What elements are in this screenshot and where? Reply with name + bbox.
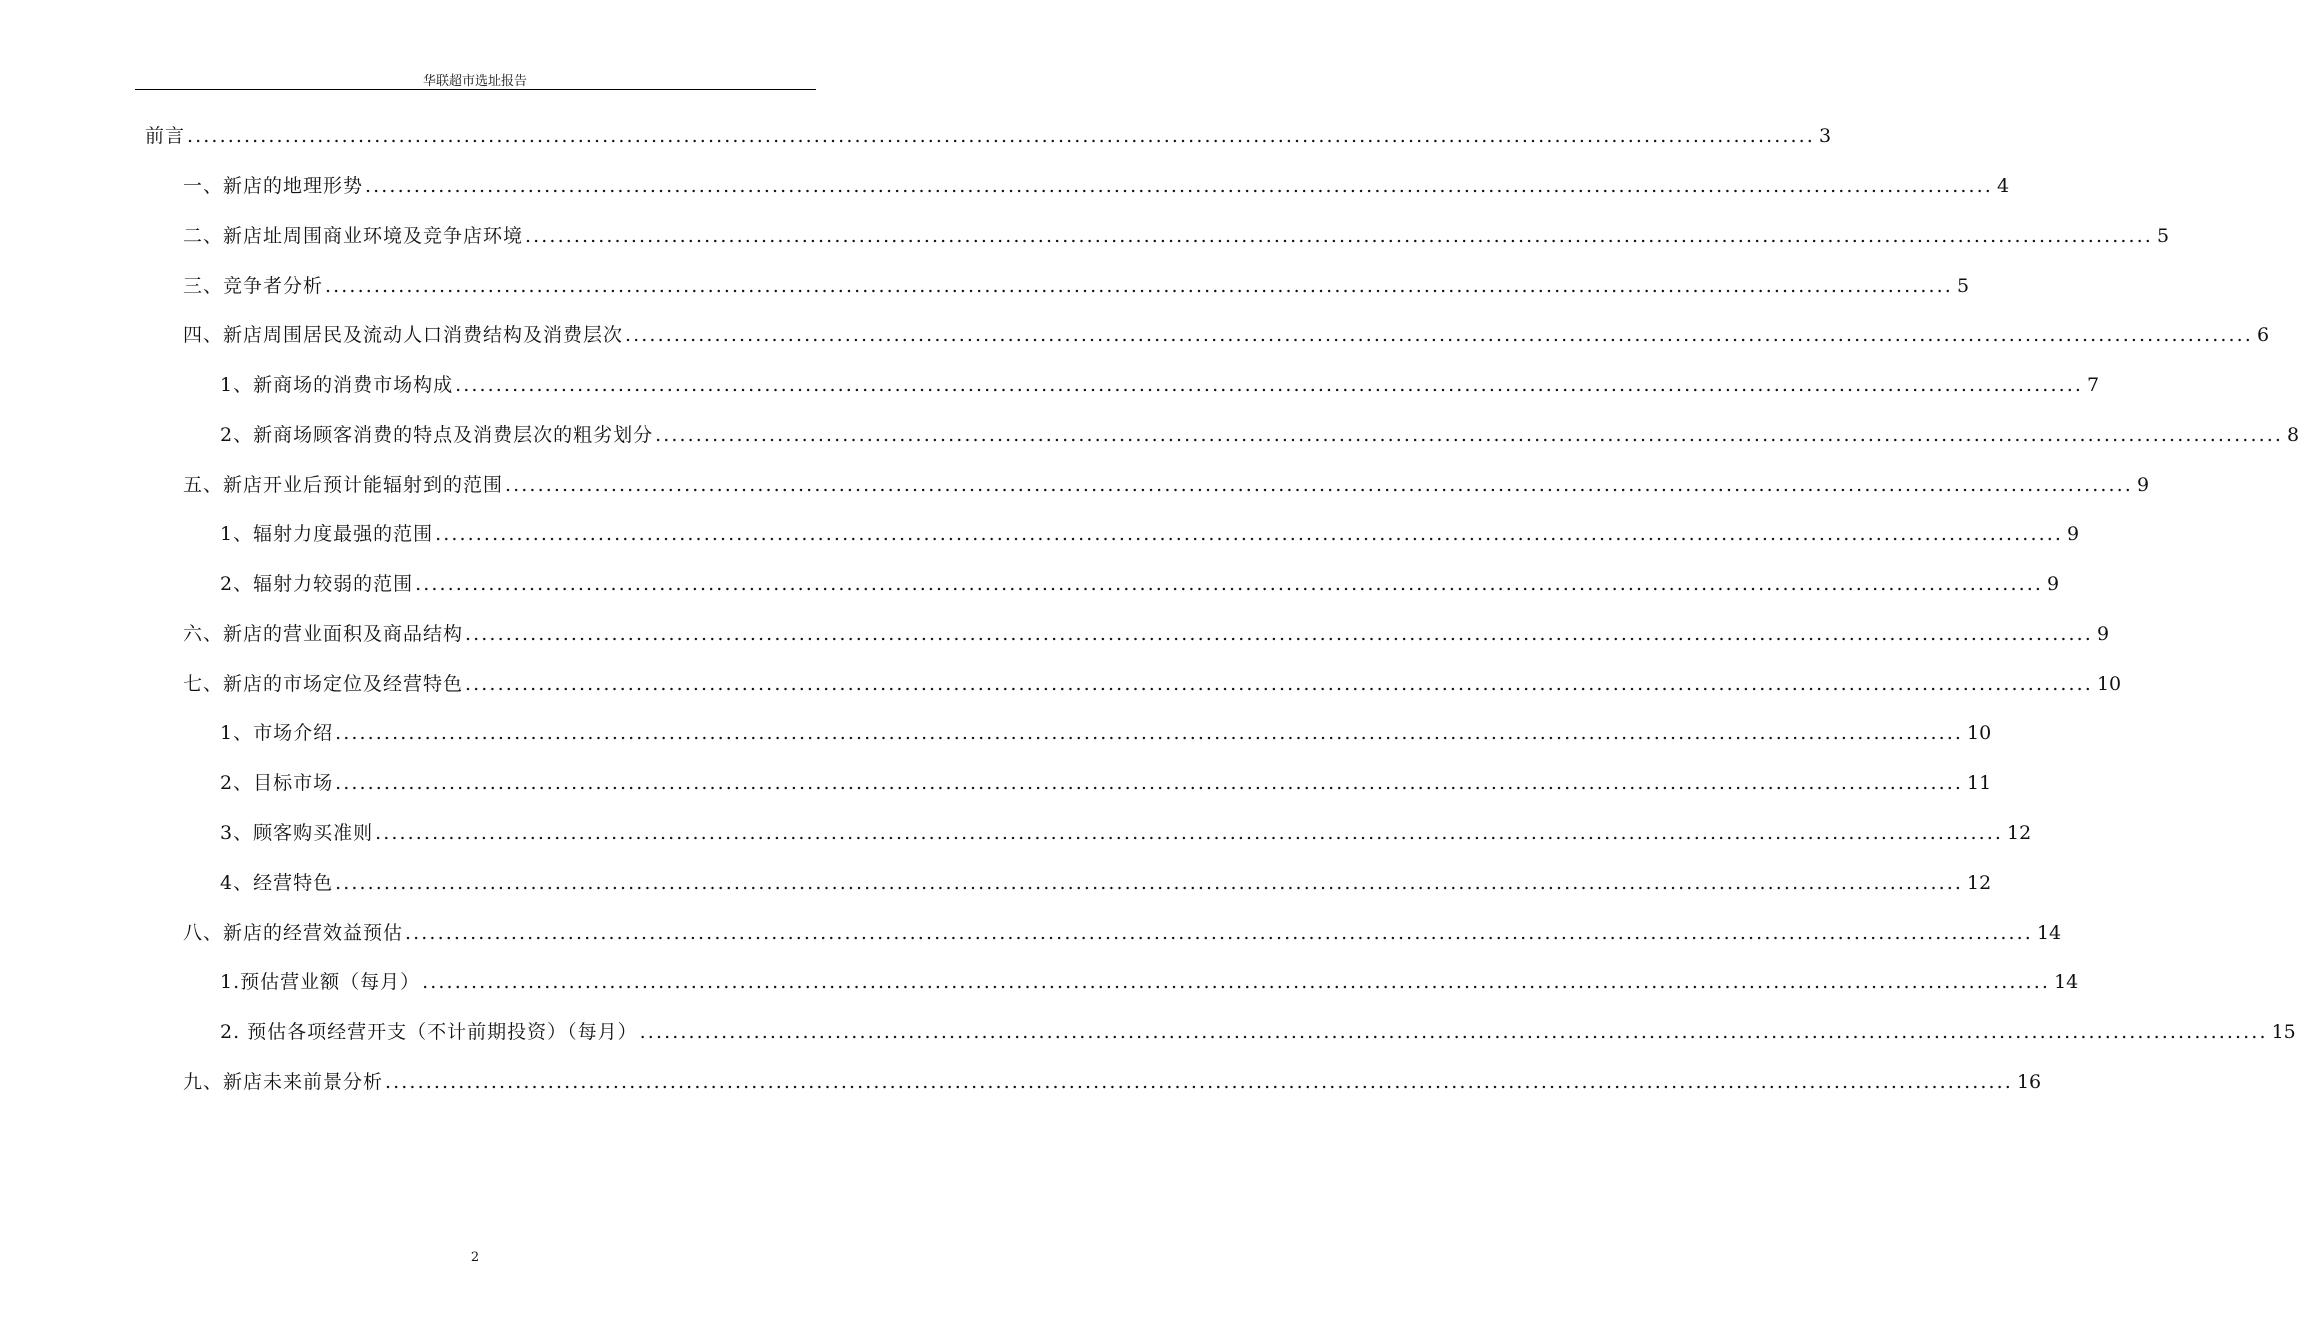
toc-dot-leader: ........................................................................................................................................................................................................ [405, 922, 2033, 944]
toc-entry-page: 12 [1967, 872, 1992, 894]
toc-entry-title: 二、新店址周围商业环境及竞争店环境 [183, 225, 524, 247]
toc-dot-leader: ........................................................................................................................................................................................................ [335, 872, 1964, 894]
toc-entry-title: 一、新店的地理形势 [183, 175, 364, 197]
toc-entry-page: 9 [2096, 623, 2110, 645]
toc-dot-leader: ........................................................................................................................................................................................................ [422, 971, 2051, 993]
toc-entry-title: 五、新店开业后预计能辐射到的范围 [183, 474, 504, 496]
toc-entry-page: 16 [2016, 1071, 2042, 1093]
toc-entry-page: 5 [2156, 225, 2170, 247]
toc-entry-title: 1、市场介绍 [220, 722, 334, 744]
toc-entry-title: 2、辐射力较弱的范围 [220, 573, 414, 595]
toc-entry-section-9[interactable] [183, 1067, 2042, 1097]
toc-entry-title: 1、辐射力度最强的范围 [220, 523, 434, 545]
toc-dot-leader: ........................................................................................................................................................................................................ [325, 275, 1953, 297]
toc-dot-leader: ........................................................................................................................................................................................................ [187, 125, 1815, 147]
toc-entry-title: 1.预估营业额（每月） [220, 971, 421, 993]
toc-entry-section-8[interactable] [183, 918, 2062, 948]
toc-dot-leader: ........................................................................................................................................................................................................ [625, 324, 2253, 346]
toc-entry-section-4-1[interactable] [220, 370, 2100, 400]
toc-entry-page: 5 [1956, 275, 1970, 297]
toc-entry-title: 1、新商场的消费市场构成 [220, 374, 454, 396]
toc-entry-section-8-1[interactable] [220, 967, 2079, 997]
toc-entry-section-3[interactable] [183, 271, 1970, 301]
toc-dot-leader: ........................................................................................................................................................................................................ [335, 772, 1964, 794]
toc-entry-page: 6 [2256, 324, 2270, 346]
toc-entry-page: 10 [2096, 673, 2122, 695]
toc-entry-page: 15 [2271, 1021, 2296, 1043]
toc-dot-leader: ........................................................................................................................................................................................................ [455, 374, 2084, 396]
toc-entry-section-4[interactable] [183, 320, 2270, 350]
toc-entry-page: 14 [2036, 922, 2062, 944]
toc-entry-page: 10 [1967, 722, 1992, 744]
toc-entry-page: 12 [2007, 822, 2032, 844]
toc-entry-title: 2、目标市场 [220, 772, 334, 794]
toc-dot-leader: ........................................................................................................................................................................................................ [435, 523, 2064, 545]
toc-entry-page: 3 [1818, 125, 1832, 147]
toc-entry-title: 2、新商场顾客消费的特点及消费层次的粗劣划分 [220, 424, 654, 446]
toc-entry-title: 四、新店周围居民及流动人口消费结构及消费层次 [183, 324, 624, 346]
toc-dot-leader: ........................................................................................................................................................................................................ [415, 573, 2044, 595]
toc-dot-leader: ........................................................................................................................................................................................................ [505, 474, 2133, 496]
toc-entry-title: 前言 [145, 125, 186, 147]
toc-entry-section-7-1[interactable] [220, 718, 1992, 748]
toc-entry-title: 七、新店的市场定位及经营特色 [183, 673, 464, 695]
toc-entry-section-7[interactable] [183, 669, 2122, 699]
toc-dot-leader: ........................................................................................................................................................................................................ [365, 175, 1993, 197]
toc-dot-leader: ........................................................................................................................................................................................................ [375, 822, 2004, 844]
toc-entry-section-6[interactable] [183, 619, 2110, 649]
toc-entry-page: 9 [2067, 523, 2080, 545]
toc-entry-page: 8 [2287, 424, 2299, 446]
toc-entry-section-8-2[interactable] [220, 1017, 2296, 1047]
header-title: 华联超市选址报告 [422, 74, 527, 89]
toc-entry-title: 九、新店未来前景分析 [183, 1071, 384, 1093]
toc-entry-title: 3、顾客购买准则 [220, 822, 374, 844]
toc-entry-title: 八、新店的经营效益预估 [183, 922, 404, 944]
toc-dot-leader: ........................................................................................................................................................................................................ [639, 1021, 2268, 1043]
toc-entry-section-5[interactable] [183, 470, 2150, 500]
toc-entry-page: 4 [1996, 175, 2010, 197]
toc-entry-section-5-2[interactable] [220, 569, 2060, 599]
toc-dot-leader: ........................................................................................................................................................................................................ [385, 1071, 2013, 1093]
toc-entry-section-7-4[interactable] [220, 868, 1992, 898]
toc-dot-leader: ........................................................................................................................................................................................................ [335, 722, 1964, 744]
toc-entry-title: 三、竞争者分析 [183, 275, 324, 297]
toc-entry-section-7-2[interactable] [220, 768, 1992, 798]
toc-dot-leader: ........................................................................................................................................................................................................ [465, 673, 2093, 695]
page-number: 2 [470, 1250, 480, 1265]
header-rule [135, 89, 816, 90]
toc-dot-leader: ........................................................................................................................................................................................................ [465, 623, 2093, 645]
toc-dot-leader: ........................................................................................................................................................................................................ [525, 225, 2153, 247]
toc-entry-title: 2. 预估各项经营开支（不计前期投资）（每月） [220, 1021, 638, 1043]
toc-entry-section-1[interactable] [183, 171, 2010, 201]
toc-entry-section-7-3[interactable] [220, 818, 2032, 848]
toc-dot-leader: ........................................................................................................................................................................................................ [655, 424, 2284, 446]
toc-entry-page: 11 [1967, 772, 1992, 794]
toc-entry-page: 14 [2054, 971, 2079, 993]
toc-entry-title: 六、新店的营业面积及商品结构 [183, 623, 464, 645]
toc-entry-page: 7 [2087, 374, 2100, 396]
toc-entry-page: 9 [2047, 573, 2060, 595]
toc-entry-section-2[interactable] [183, 221, 2170, 251]
toc-entry-title: 4、经营特色 [220, 872, 334, 894]
toc-entry-preface[interactable] [145, 121, 1832, 151]
toc-entry-section-5-1[interactable] [220, 519, 2080, 549]
toc-entry-page: 9 [2136, 474, 2150, 496]
toc-entry-section-4-2[interactable] [220, 420, 2299, 450]
